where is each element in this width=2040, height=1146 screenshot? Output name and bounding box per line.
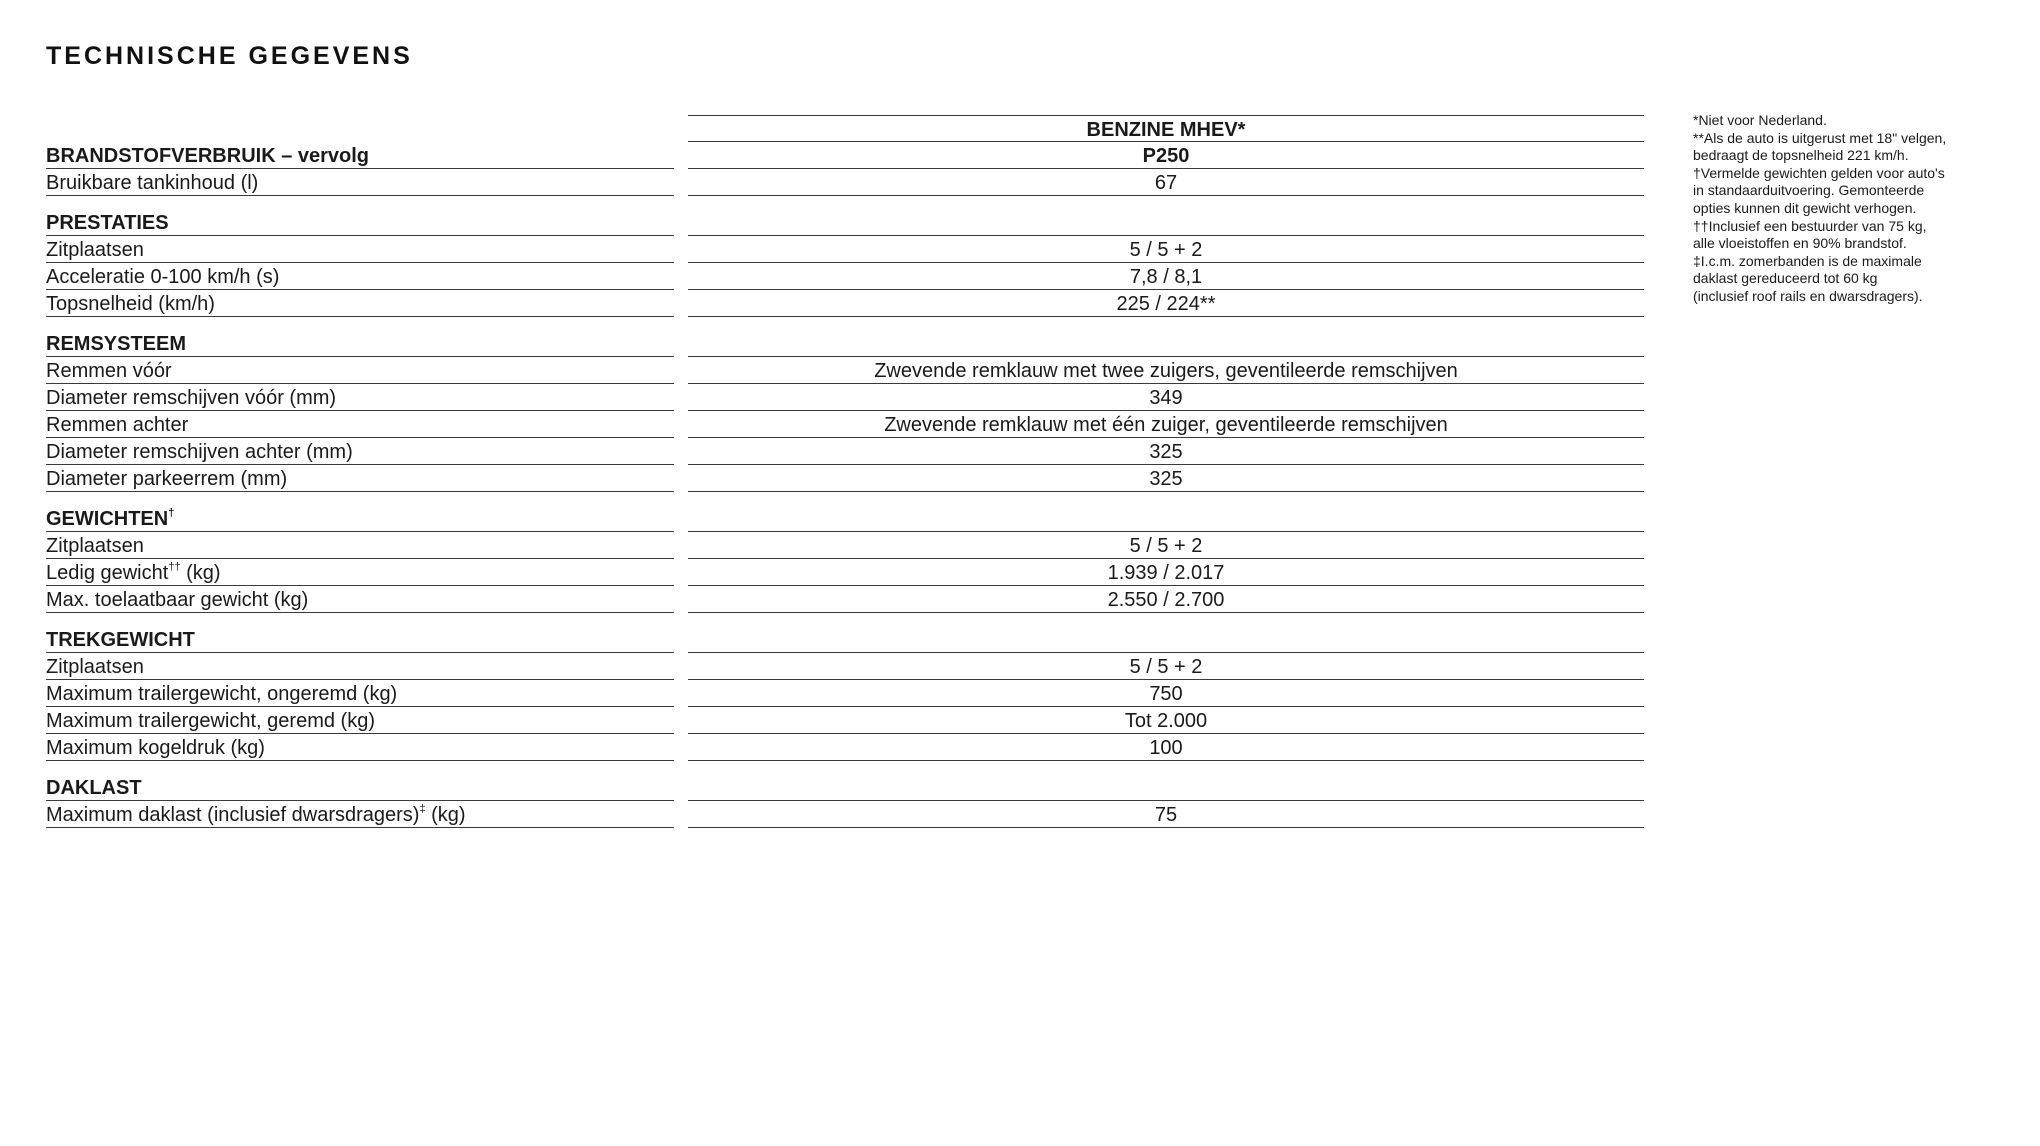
spec-label: Topsnelheid (km/h)	[46, 290, 674, 317]
spec-value: 67	[688, 169, 1644, 196]
section-title-towing: TREKGEWICHT	[46, 626, 674, 653]
footnote-line: (inclusief roof rails en dwarsdragers).	[1693, 287, 1923, 304]
spec-label: Bruikbare tankinhoud (l)	[46, 169, 674, 196]
section-spacer-row	[688, 505, 1644, 532]
section-title-performance: PRESTATIES	[46, 209, 674, 236]
spec-value: Zwevende remklauw met één zuiger, geventileerde remschijven	[688, 411, 1644, 438]
footnote-line: daklast gereduceerd tot 60 kg	[1693, 270, 1878, 287]
spec-label: Maximum trailergewicht, geremd (kg)	[46, 707, 674, 734]
spec-value: 750	[688, 680, 1644, 707]
model-header: P250	[688, 142, 1644, 169]
section-title-roof-load: DAKLAST	[46, 774, 674, 801]
footnote-line: †Vermelde gewichten gelden voor auto's	[1693, 164, 1945, 181]
spec-value: 1.939 / 2.017	[688, 559, 1644, 586]
section-title-text: GEWICHTEN	[46, 508, 169, 530]
footnote-line: opties kunnen dit gewicht verhogen.	[1693, 199, 1917, 216]
section-title-fuel	[46, 142, 674, 169]
section-title-text: BRANDSTOFVERBRUIK – vervolg	[46, 145, 370, 167]
spec-label: Maximum trailergewicht, ongeremd (kg)	[46, 680, 674, 707]
section-spacer-row	[688, 774, 1644, 801]
footnote-line: **Als de auto is uitgerust met 18" velgen,	[1693, 129, 1947, 146]
spec-label: Diameter remschijven vóór (mm)	[46, 384, 674, 411]
spec-value: Zwevende remklauw met twee zuigers, geventileerde remschijven	[688, 357, 1644, 384]
footnote-line: ††Inclusief een bestuurder van 75 kg,	[1693, 217, 1927, 234]
footnote-line: bedraagt de topsnelheid 221 km/h.	[1693, 147, 1909, 164]
footnote-mark: ††	[168, 561, 181, 573]
spec-value: 225 / 224**	[688, 290, 1644, 317]
spec-label-with-footnote	[46, 801, 674, 828]
section-title-weights	[46, 505, 674, 532]
engine-header: BENZINE MHEV*	[688, 115, 1644, 142]
spec-value: 349	[688, 384, 1644, 411]
spec-label: Remmen achter	[46, 411, 674, 438]
footnotes	[1693, 112, 1993, 306]
spec-value: 5 / 5 + 2	[688, 532, 1644, 559]
spec-values-column	[688, 115, 1644, 828]
spec-value: 75	[688, 801, 1644, 828]
spec-label: Zitplaatsen	[46, 653, 674, 680]
spec-label: Zitplaatsen	[46, 532, 674, 559]
footnote-line: ‡I.c.m. zomerbanden is de maximale	[1693, 252, 1922, 269]
spec-label: Max. toelaatbaar gewicht (kg)	[46, 586, 674, 613]
spec-value: 5 / 5 + 2	[688, 236, 1644, 263]
section-spacer-row	[688, 209, 1644, 236]
footnote-line: in standaarduitvoering. Gemonteerde	[1693, 182, 1925, 199]
footnote-line: alle vloeistoffen en 90% brandstof.	[1693, 235, 1907, 252]
spec-label-with-footnote	[46, 559, 674, 586]
spec-value: 5 / 5 + 2	[688, 653, 1644, 680]
spec-value: 2.550 / 2.700	[688, 586, 1644, 613]
section-spacer-row	[688, 626, 1644, 653]
spec-value: 7,8 / 8,1	[688, 263, 1644, 290]
section-spacer-row	[688, 330, 1644, 357]
spec-value: 100	[688, 734, 1644, 761]
footnote-mark: ‡	[419, 803, 426, 815]
spec-label: Maximum kogeldruk (kg)	[46, 734, 674, 761]
spec-label: Zitplaatsen	[46, 236, 674, 263]
spec-value: 325	[688, 465, 1644, 492]
spec-label-text: Maximum daklast (inclusief dwarsdragers)	[46, 804, 420, 826]
spec-label: Acceleratie 0-100 km/h (s)	[46, 263, 674, 290]
footnote-mark: †	[168, 507, 175, 519]
footnote-line: *Niet voor Nederland.	[1693, 112, 1827, 128]
section-title-brakes: REMSYSTEEM	[46, 330, 674, 357]
spec-value: Tot 2.000	[688, 707, 1644, 734]
spec-label: Diameter parkeerrem (mm)	[46, 465, 674, 492]
spec-label: Remmen vóór	[46, 357, 674, 384]
spec-label-text: Ledig gewicht	[46, 562, 169, 584]
spec-label: Diameter remschijven achter (mm)	[46, 438, 674, 465]
spec-labels-column	[46, 142, 674, 828]
spec-label-unit: (kg)	[180, 562, 221, 584]
spec-value: 325	[688, 438, 1644, 465]
spec-label-unit: (kg)	[425, 804, 466, 826]
page-title: TECHNISCHE GEGEVENS	[46, 42, 413, 70]
